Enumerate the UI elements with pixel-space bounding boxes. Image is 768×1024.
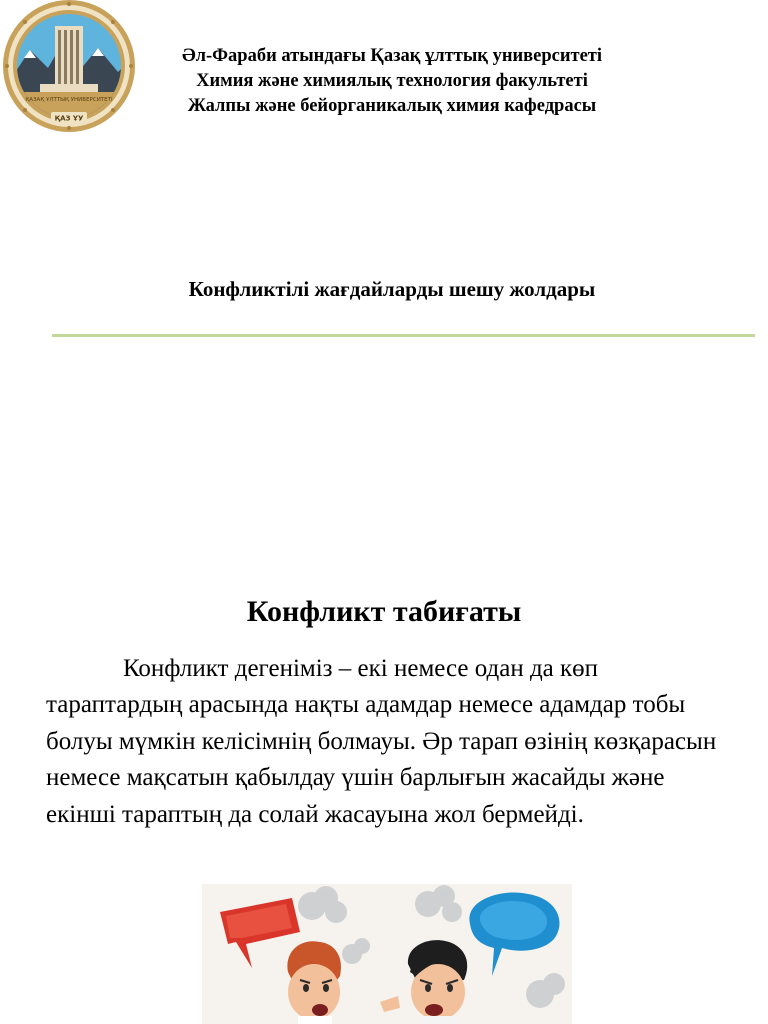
document-title: Конфликтілі жағдайларды шешу жолдары	[188, 277, 596, 301]
faculty-name: Химия және химиялық технология факультеті	[196, 71, 588, 91]
section-paragraph: Конфликт дегеніміз – екі немесе одан да көп тараптардың арасында нақты адамдар немесе адамдар тобы болуы мүмкін келісімнің болмауы. Әр тарап өзінің көзқарасын немесе мақсатын қабылдау үшін барлығын жасайды және екінші тараптың да солай жасауына жол бермейді.	[46, 655, 717, 828]
title-divider	[52, 334, 755, 337]
institution-header	[140, 44, 644, 119]
section-heading: Конфликт табиғаты	[246, 595, 522, 628]
university-name: Әл-Фараби атындағы Қазақ ұлттық университеті	[181, 46, 603, 66]
department-name: Жалпы және бейорганикалық химия кафедрасы	[187, 96, 597, 116]
logo-badge: ҚАЗ ҰУ	[54, 114, 84, 123]
logo-inner-text: ҚАЗАҚ ҰЛТТЫҚ УНИВЕРСИТЕТІ	[25, 97, 113, 103]
university-seal-icon	[0, 0, 138, 134]
university-logo	[0, 0, 138, 134]
arguing-men-illustration	[202, 884, 572, 1024]
conflict-illustration	[202, 884, 572, 1024]
